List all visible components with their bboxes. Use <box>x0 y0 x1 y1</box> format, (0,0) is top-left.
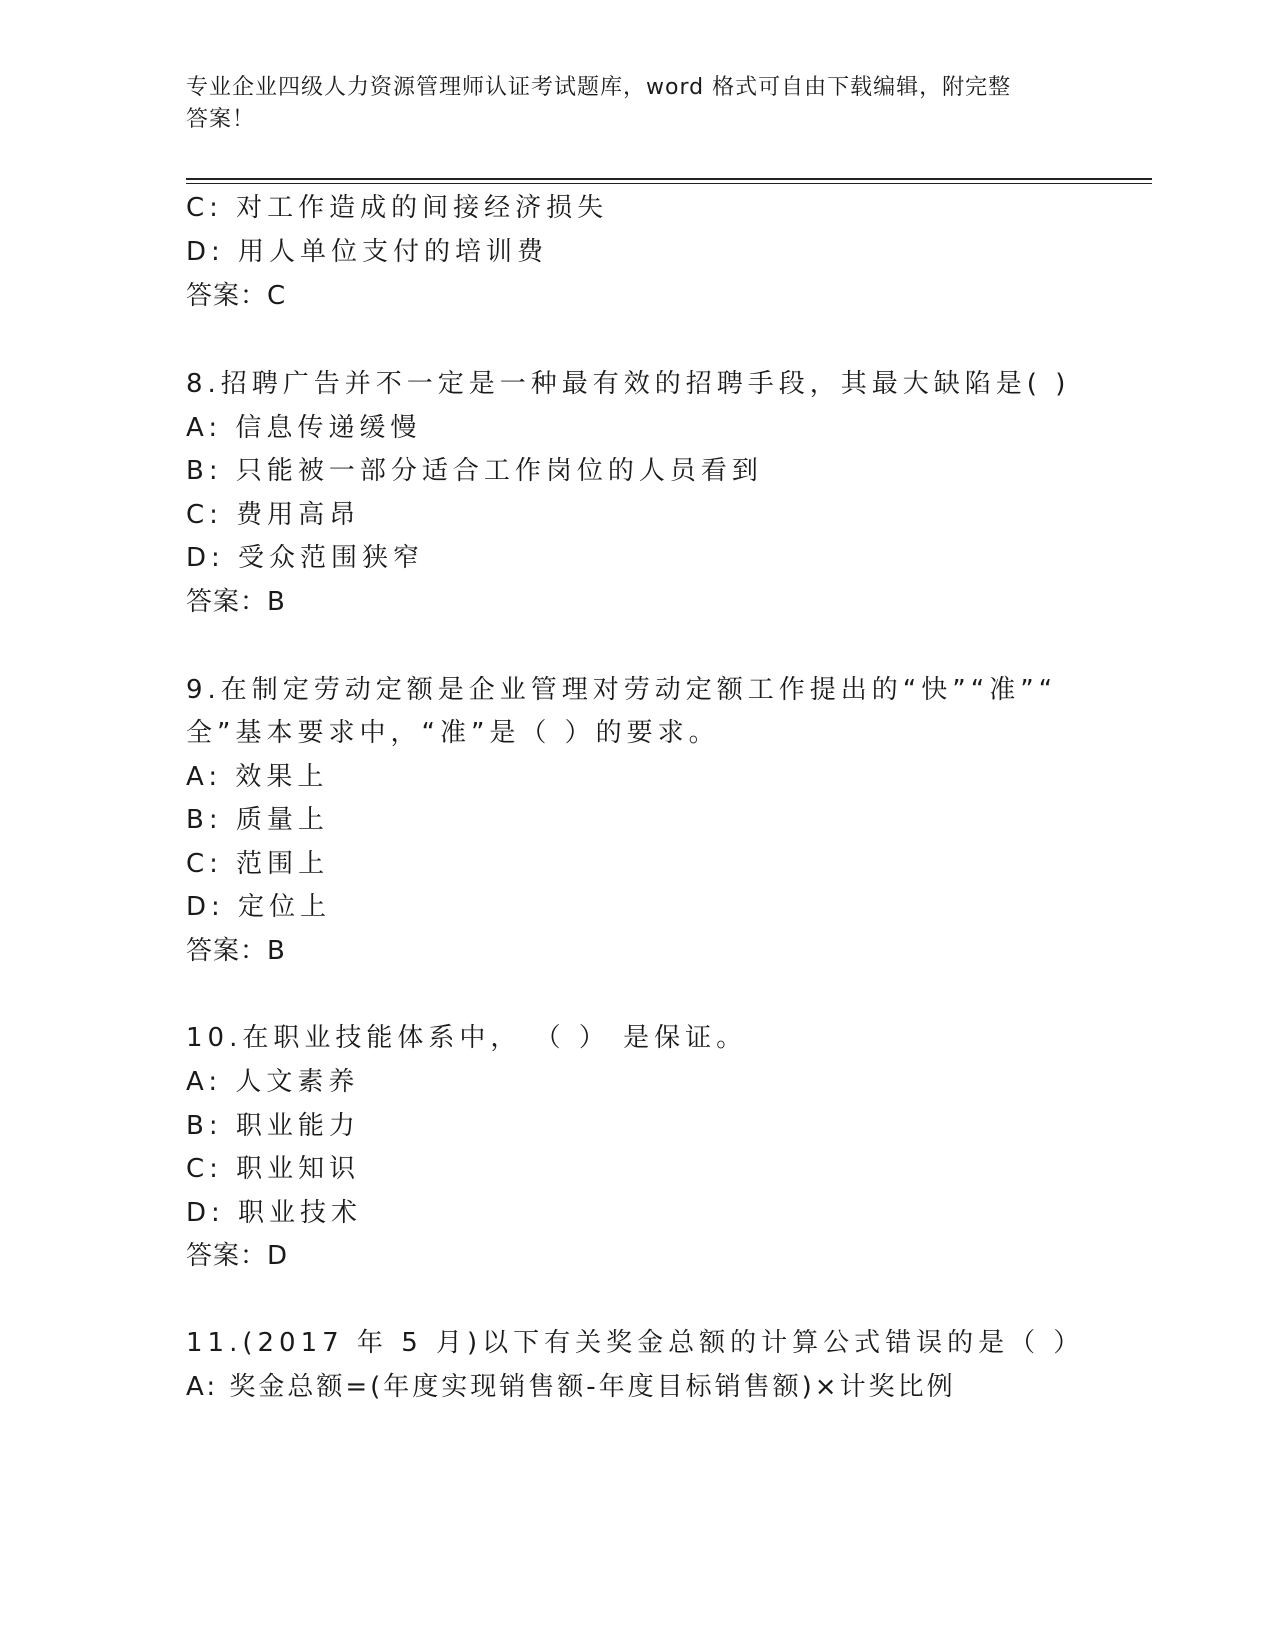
question-9-stem-line-1: 9.在制定劳动定额是企业管理对劳动定额工作提出的“快”“准”“ <box>186 675 1058 705</box>
option-d: D: 受众范围狭窄 <box>186 543 425 573</box>
question-10-stem: 10.在职业技能体系中， （ ） 是保证。 <box>186 1023 748 1053</box>
option-c: C: 范围上 <box>186 849 330 879</box>
answer-line: 答案：C <box>186 281 287 311</box>
document-header <box>186 72 1086 136</box>
option-c: C: 职业知识 <box>186 1154 361 1184</box>
option-a: A: 效果上 <box>186 762 329 792</box>
question-9-stem-line-2: 全”基本要求中，“准”是（ ）的要求。 <box>186 718 720 748</box>
option-d: D: 用人单位支付的培训费 <box>186 237 549 267</box>
answer-line: 答案：B <box>186 936 286 966</box>
answer-line: 答案：B <box>186 587 286 617</box>
option-d: D: 职业技术 <box>186 1198 363 1228</box>
option-c: C: 对工作造成的间接经济损失 <box>186 193 609 223</box>
header-rule-thick <box>186 178 1152 180</box>
option-a: A: 奖金总额=(年度实现销售额-年度目标销售额)×计奖比例 <box>186 1372 956 1402</box>
option-a: A: 信息传递缓慢 <box>186 413 422 443</box>
option-c: C: 费用高昂 <box>186 500 361 530</box>
option-a: A: 人文素养 <box>186 1067 360 1097</box>
header-line-1: 专业企业四级人力资源管理师认证考试题库，word 格式可自由下载编辑，附完整 <box>186 75 1012 100</box>
header-rule-thin <box>186 183 1152 184</box>
answer-line: 答案：D <box>186 1241 289 1271</box>
question-8-stem: 8.招聘广告并不一定是一种最有效的招聘手段，其最大缺陷是( ) <box>186 369 1071 399</box>
question-11-stem: 11.(2017 年 5 月)以下有关奖金总额的计算公式错误的是（ ） <box>186 1328 1085 1358</box>
option-d: D: 定位上 <box>186 892 332 922</box>
header-line-2: 答案！ <box>186 107 256 132</box>
option-b: B: 质量上 <box>186 805 329 835</box>
option-b: B: 只能被一部分适合工作岗位的人员看到 <box>186 456 763 486</box>
option-b: B: 职业能力 <box>186 1111 360 1141</box>
